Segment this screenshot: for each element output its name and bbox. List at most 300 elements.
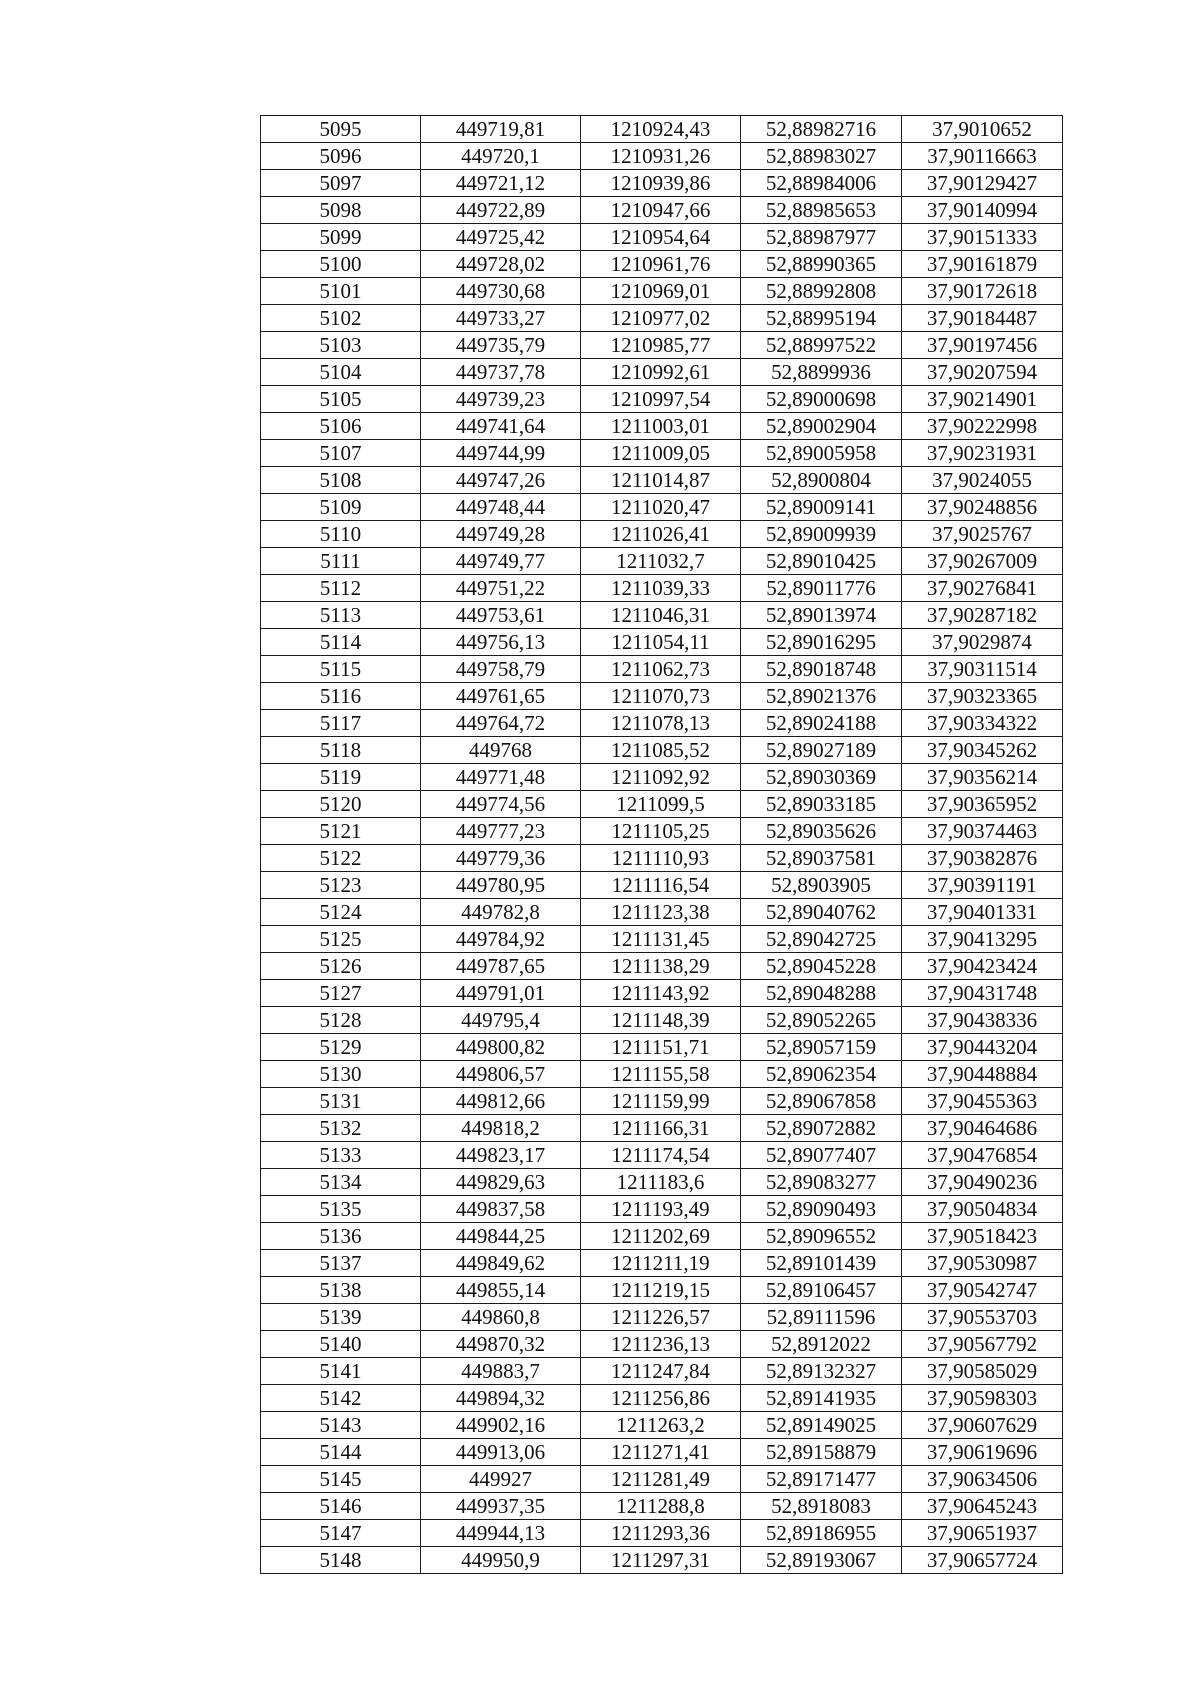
table-row <box>261 548 1063 575</box>
y-coordinate-cell: 1211123,38 <box>581 899 741 926</box>
longitude-cell: 37,9010652 <box>902 116 1063 143</box>
latitude-cell: 52,89111596 <box>741 1304 902 1331</box>
y-coordinate-cell: 1210992,61 <box>581 359 741 386</box>
point-number-cell: 5117 <box>261 710 421 737</box>
table-row <box>261 737 1063 764</box>
x-coordinate-cell: 449791,01 <box>421 980 581 1007</box>
longitude-cell: 37,90634506 <box>902 1466 1063 1493</box>
table-row <box>261 575 1063 602</box>
longitude-cell: 37,90311514 <box>902 656 1063 683</box>
x-coordinate-cell: 449777,23 <box>421 818 581 845</box>
x-coordinate-cell: 449902,16 <box>421 1412 581 1439</box>
y-coordinate-cell: 1211020,47 <box>581 494 741 521</box>
table-row <box>261 251 1063 278</box>
table-row <box>261 764 1063 791</box>
point-number-cell: 5132 <box>261 1115 421 1142</box>
x-coordinate-cell: 449728,02 <box>421 251 581 278</box>
point-number-cell: 5143 <box>261 1412 421 1439</box>
point-number-cell: 5136 <box>261 1223 421 1250</box>
y-coordinate-cell: 1210977,02 <box>581 305 741 332</box>
longitude-cell: 37,90323365 <box>902 683 1063 710</box>
x-coordinate-cell: 449787,65 <box>421 953 581 980</box>
point-number-cell: 5121 <box>261 818 421 845</box>
longitude-cell: 37,90651937 <box>902 1520 1063 1547</box>
coordinates-table <box>260 115 1063 1574</box>
x-coordinate-cell: 449771,48 <box>421 764 581 791</box>
x-coordinate-cell: 449721,12 <box>421 170 581 197</box>
point-number-cell: 5096 <box>261 143 421 170</box>
table-row <box>261 1412 1063 1439</box>
longitude-cell: 37,90365952 <box>902 791 1063 818</box>
x-coordinate-cell: 449818,2 <box>421 1115 581 1142</box>
table-row <box>261 116 1063 143</box>
point-number-cell: 5140 <box>261 1331 421 1358</box>
x-coordinate-cell: 449844,25 <box>421 1223 581 1250</box>
x-coordinate-cell: 449823,17 <box>421 1142 581 1169</box>
point-number-cell: 5101 <box>261 278 421 305</box>
x-coordinate-cell: 449735,79 <box>421 332 581 359</box>
latitude-cell: 52,89072882 <box>741 1115 902 1142</box>
x-coordinate-cell: 449733,27 <box>421 305 581 332</box>
y-coordinate-cell: 1211070,73 <box>581 683 741 710</box>
point-number-cell: 5124 <box>261 899 421 926</box>
point-number-cell: 5095 <box>261 116 421 143</box>
longitude-cell: 37,90345262 <box>902 737 1063 764</box>
latitude-cell: 52,89037581 <box>741 845 902 872</box>
longitude-cell: 37,90607629 <box>902 1412 1063 1439</box>
coordinates-table-body <box>261 116 1063 1574</box>
point-number-cell: 5137 <box>261 1250 421 1277</box>
point-number-cell: 5123 <box>261 872 421 899</box>
point-number-cell: 5112 <box>261 575 421 602</box>
latitude-cell: 52,89033185 <box>741 791 902 818</box>
table-row <box>261 710 1063 737</box>
table-row <box>261 683 1063 710</box>
y-coordinate-cell: 1211293,36 <box>581 1520 741 1547</box>
x-coordinate-cell: 449719,81 <box>421 116 581 143</box>
latitude-cell: 52,89048288 <box>741 980 902 1007</box>
longitude-cell: 37,90222998 <box>902 413 1063 440</box>
x-coordinate-cell: 449927 <box>421 1466 581 1493</box>
longitude-cell: 37,90267009 <box>902 548 1063 575</box>
y-coordinate-cell: 1211281,49 <box>581 1466 741 1493</box>
point-number-cell: 5141 <box>261 1358 421 1385</box>
table-row <box>261 332 1063 359</box>
longitude-cell: 37,90374463 <box>902 818 1063 845</box>
y-coordinate-cell: 1211226,57 <box>581 1304 741 1331</box>
x-coordinate-cell: 449747,26 <box>421 467 581 494</box>
x-coordinate-cell: 449870,32 <box>421 1331 581 1358</box>
point-number-cell: 5113 <box>261 602 421 629</box>
y-coordinate-cell: 1211247,84 <box>581 1358 741 1385</box>
y-coordinate-cell: 1210954,64 <box>581 224 741 251</box>
x-coordinate-cell: 449722,89 <box>421 197 581 224</box>
latitude-cell: 52,88990365 <box>741 251 902 278</box>
y-coordinate-cell: 1211183,6 <box>581 1169 741 1196</box>
point-number-cell: 5109 <box>261 494 421 521</box>
table-row <box>261 1169 1063 1196</box>
longitude-cell: 37,90438336 <box>902 1007 1063 1034</box>
table-row <box>261 1331 1063 1358</box>
y-coordinate-cell: 1210924,43 <box>581 116 741 143</box>
table-row <box>261 953 1063 980</box>
longitude-cell: 37,90287182 <box>902 602 1063 629</box>
point-number-cell: 5147 <box>261 1520 421 1547</box>
latitude-cell: 52,88992808 <box>741 278 902 305</box>
table-row <box>261 1196 1063 1223</box>
longitude-cell: 37,90619696 <box>902 1439 1063 1466</box>
x-coordinate-cell: 449748,44 <box>421 494 581 521</box>
longitude-cell: 37,90645243 <box>902 1493 1063 1520</box>
y-coordinate-cell: 1211105,25 <box>581 818 741 845</box>
longitude-cell: 37,9025767 <box>902 521 1063 548</box>
longitude-cell: 37,90161879 <box>902 251 1063 278</box>
longitude-cell: 37,90504834 <box>902 1196 1063 1223</box>
y-coordinate-cell: 1211039,33 <box>581 575 741 602</box>
table-row <box>261 1466 1063 1493</box>
point-number-cell: 5133 <box>261 1142 421 1169</box>
longitude-cell: 37,90172618 <box>902 278 1063 305</box>
latitude-cell: 52,8903905 <box>741 872 902 899</box>
longitude-cell: 37,90530987 <box>902 1250 1063 1277</box>
point-number-cell: 5119 <box>261 764 421 791</box>
point-number-cell: 5099 <box>261 224 421 251</box>
longitude-cell: 37,90334322 <box>902 710 1063 737</box>
latitude-cell: 52,89132327 <box>741 1358 902 1385</box>
x-coordinate-cell: 449784,92 <box>421 926 581 953</box>
y-coordinate-cell: 1211159,99 <box>581 1088 741 1115</box>
y-coordinate-cell: 1211078,13 <box>581 710 741 737</box>
latitude-cell: 52,89171477 <box>741 1466 902 1493</box>
point-number-cell: 5110 <box>261 521 421 548</box>
x-coordinate-cell: 449950,9 <box>421 1547 581 1574</box>
y-coordinate-cell: 1211099,5 <box>581 791 741 818</box>
x-coordinate-cell: 449756,13 <box>421 629 581 656</box>
y-coordinate-cell: 1210961,76 <box>581 251 741 278</box>
y-coordinate-cell: 1211009,05 <box>581 440 741 467</box>
point-number-cell: 5120 <box>261 791 421 818</box>
table-row <box>261 1088 1063 1115</box>
latitude-cell: 52,89096552 <box>741 1223 902 1250</box>
table-row <box>261 1493 1063 1520</box>
latitude-cell: 52,88995194 <box>741 305 902 332</box>
y-coordinate-cell: 1211297,31 <box>581 1547 741 1574</box>
y-coordinate-cell: 1211131,45 <box>581 926 741 953</box>
y-coordinate-cell: 1211062,73 <box>581 656 741 683</box>
x-coordinate-cell: 449894,32 <box>421 1385 581 1412</box>
latitude-cell: 52,89042725 <box>741 926 902 953</box>
x-coordinate-cell: 449937,35 <box>421 1493 581 1520</box>
x-coordinate-cell: 449744,99 <box>421 440 581 467</box>
y-coordinate-cell: 1211046,31 <box>581 602 741 629</box>
point-number-cell: 5114 <box>261 629 421 656</box>
longitude-cell: 37,90657724 <box>902 1547 1063 1574</box>
table-row <box>261 1034 1063 1061</box>
y-coordinate-cell: 1211202,69 <box>581 1223 741 1250</box>
table-row <box>261 494 1063 521</box>
table-row <box>261 845 1063 872</box>
latitude-cell: 52,89002904 <box>741 413 902 440</box>
latitude-cell: 52,89052265 <box>741 1007 902 1034</box>
table-row <box>261 1142 1063 1169</box>
y-coordinate-cell: 1210969,01 <box>581 278 741 305</box>
longitude-cell: 37,90464686 <box>902 1115 1063 1142</box>
table-row <box>261 1304 1063 1331</box>
table-row <box>261 1061 1063 1088</box>
y-coordinate-cell: 1211271,41 <box>581 1439 741 1466</box>
latitude-cell: 52,89040762 <box>741 899 902 926</box>
point-number-cell: 5139 <box>261 1304 421 1331</box>
latitude-cell: 52,89000698 <box>741 386 902 413</box>
table-row <box>261 791 1063 818</box>
x-coordinate-cell: 449749,28 <box>421 521 581 548</box>
point-number-cell: 5125 <box>261 926 421 953</box>
latitude-cell: 52,8912022 <box>741 1331 902 1358</box>
point-number-cell: 5128 <box>261 1007 421 1034</box>
x-coordinate-cell: 449812,66 <box>421 1088 581 1115</box>
table-row <box>261 278 1063 305</box>
point-number-cell: 5107 <box>261 440 421 467</box>
latitude-cell: 52,89077407 <box>741 1142 902 1169</box>
table-row <box>261 467 1063 494</box>
latitude-cell: 52,89193067 <box>741 1547 902 1574</box>
point-number-cell: 5144 <box>261 1439 421 1466</box>
longitude-cell: 37,90197456 <box>902 332 1063 359</box>
table-row <box>261 602 1063 629</box>
x-coordinate-cell: 449753,61 <box>421 602 581 629</box>
y-coordinate-cell: 1210939,86 <box>581 170 741 197</box>
x-coordinate-cell: 449764,72 <box>421 710 581 737</box>
latitude-cell: 52,89149025 <box>741 1412 902 1439</box>
y-coordinate-cell: 1211166,31 <box>581 1115 741 1142</box>
table-row <box>261 1439 1063 1466</box>
longitude-cell: 37,90184487 <box>902 305 1063 332</box>
longitude-cell: 37,90207594 <box>902 359 1063 386</box>
longitude-cell: 37,90129427 <box>902 170 1063 197</box>
table-row <box>261 305 1063 332</box>
latitude-cell: 52,88997522 <box>741 332 902 359</box>
longitude-cell: 37,90455363 <box>902 1088 1063 1115</box>
point-number-cell: 5146 <box>261 1493 421 1520</box>
point-number-cell: 5106 <box>261 413 421 440</box>
point-number-cell: 5138 <box>261 1277 421 1304</box>
x-coordinate-cell: 449849,62 <box>421 1250 581 1277</box>
y-coordinate-cell: 1211110,93 <box>581 845 741 872</box>
y-coordinate-cell: 1210997,54 <box>581 386 741 413</box>
table-row <box>261 359 1063 386</box>
x-coordinate-cell: 449774,56 <box>421 791 581 818</box>
latitude-cell: 52,8918083 <box>741 1493 902 1520</box>
longitude-cell: 37,90248856 <box>902 494 1063 521</box>
latitude-cell: 52,8900804 <box>741 467 902 494</box>
y-coordinate-cell: 1211138,29 <box>581 953 741 980</box>
point-number-cell: 5145 <box>261 1466 421 1493</box>
x-coordinate-cell: 449749,77 <box>421 548 581 575</box>
longitude-cell: 37,90542747 <box>902 1277 1063 1304</box>
longitude-cell: 37,9024055 <box>902 467 1063 494</box>
point-number-cell: 5103 <box>261 332 421 359</box>
y-coordinate-cell: 1211143,92 <box>581 980 741 1007</box>
x-coordinate-cell: 449795,4 <box>421 1007 581 1034</box>
table-row <box>261 521 1063 548</box>
table-row <box>261 656 1063 683</box>
point-number-cell: 5108 <box>261 467 421 494</box>
latitude-cell: 52,89106457 <box>741 1277 902 1304</box>
latitude-cell: 52,89158879 <box>741 1439 902 1466</box>
x-coordinate-cell: 449751,22 <box>421 575 581 602</box>
longitude-cell: 37,90401331 <box>902 899 1063 926</box>
latitude-cell: 52,89186955 <box>741 1520 902 1547</box>
y-coordinate-cell: 1211003,01 <box>581 413 741 440</box>
latitude-cell: 52,88985653 <box>741 197 902 224</box>
y-coordinate-cell: 1211193,49 <box>581 1196 741 1223</box>
y-coordinate-cell: 1211256,86 <box>581 1385 741 1412</box>
longitude-cell: 37,90567792 <box>902 1331 1063 1358</box>
x-coordinate-cell: 449944,13 <box>421 1520 581 1547</box>
point-number-cell: 5148 <box>261 1547 421 1574</box>
latitude-cell: 52,89030369 <box>741 764 902 791</box>
x-coordinate-cell: 449761,65 <box>421 683 581 710</box>
point-number-cell: 5111 <box>261 548 421 575</box>
point-number-cell: 5118 <box>261 737 421 764</box>
table-row <box>261 1277 1063 1304</box>
longitude-cell: 37,90140994 <box>902 197 1063 224</box>
longitude-cell: 37,90443204 <box>902 1034 1063 1061</box>
x-coordinate-cell: 449768 <box>421 737 581 764</box>
longitude-cell: 37,90598303 <box>902 1385 1063 1412</box>
table-row <box>261 197 1063 224</box>
latitude-cell: 52,89062354 <box>741 1061 902 1088</box>
longitude-cell: 37,90151333 <box>902 224 1063 251</box>
point-number-cell: 5126 <box>261 953 421 980</box>
y-coordinate-cell: 1211014,87 <box>581 467 741 494</box>
latitude-cell: 52,89024188 <box>741 710 902 737</box>
y-coordinate-cell: 1211174,54 <box>581 1142 741 1169</box>
point-number-cell: 5100 <box>261 251 421 278</box>
longitude-cell: 37,90518423 <box>902 1223 1063 1250</box>
point-number-cell: 5116 <box>261 683 421 710</box>
y-coordinate-cell: 1211155,58 <box>581 1061 741 1088</box>
longitude-cell: 37,90231931 <box>902 440 1063 467</box>
longitude-cell: 37,9029874 <box>902 629 1063 656</box>
x-coordinate-cell: 449883,7 <box>421 1358 581 1385</box>
y-coordinate-cell: 1211288,8 <box>581 1493 741 1520</box>
latitude-cell: 52,89067858 <box>741 1088 902 1115</box>
table-row <box>261 413 1063 440</box>
latitude-cell: 52,89045228 <box>741 953 902 980</box>
longitude-cell: 37,90276841 <box>902 575 1063 602</box>
table-row <box>261 143 1063 170</box>
point-number-cell: 5129 <box>261 1034 421 1061</box>
y-coordinate-cell: 1211211,19 <box>581 1250 741 1277</box>
point-number-cell: 5122 <box>261 845 421 872</box>
y-coordinate-cell: 1211085,52 <box>581 737 741 764</box>
latitude-cell: 52,89005958 <box>741 440 902 467</box>
latitude-cell: 52,89035626 <box>741 818 902 845</box>
latitude-cell: 52,89011776 <box>741 575 902 602</box>
table-row <box>261 440 1063 467</box>
table-row <box>261 1520 1063 1547</box>
latitude-cell: 52,89013974 <box>741 602 902 629</box>
point-number-cell: 5131 <box>261 1088 421 1115</box>
point-number-cell: 5142 <box>261 1385 421 1412</box>
y-coordinate-cell: 1210931,26 <box>581 143 741 170</box>
longitude-cell: 37,90382876 <box>902 845 1063 872</box>
latitude-cell: 52,89010425 <box>741 548 902 575</box>
table-row <box>261 386 1063 413</box>
y-coordinate-cell: 1210985,77 <box>581 332 741 359</box>
latitude-cell: 52,89057159 <box>741 1034 902 1061</box>
longitude-cell: 37,90585029 <box>902 1358 1063 1385</box>
x-coordinate-cell: 449758,79 <box>421 656 581 683</box>
table-row <box>261 899 1063 926</box>
x-coordinate-cell: 449800,82 <box>421 1034 581 1061</box>
table-row <box>261 1358 1063 1385</box>
latitude-cell: 52,88982716 <box>741 116 902 143</box>
longitude-cell: 37,90356214 <box>902 764 1063 791</box>
latitude-cell: 52,88984006 <box>741 170 902 197</box>
point-number-cell: 5097 <box>261 170 421 197</box>
y-coordinate-cell: 1211116,54 <box>581 872 741 899</box>
point-number-cell: 5127 <box>261 980 421 1007</box>
longitude-cell: 37,90448884 <box>902 1061 1063 1088</box>
latitude-cell: 52,89141935 <box>741 1385 902 1412</box>
x-coordinate-cell: 449737,78 <box>421 359 581 386</box>
x-coordinate-cell: 449829,63 <box>421 1169 581 1196</box>
table-row <box>261 1385 1063 1412</box>
latitude-cell: 52,89009141 <box>741 494 902 521</box>
table-row <box>261 818 1063 845</box>
x-coordinate-cell: 449837,58 <box>421 1196 581 1223</box>
x-coordinate-cell: 449741,64 <box>421 413 581 440</box>
x-coordinate-cell: 449780,95 <box>421 872 581 899</box>
point-number-cell: 5105 <box>261 386 421 413</box>
y-coordinate-cell: 1211219,15 <box>581 1277 741 1304</box>
longitude-cell: 37,90476854 <box>902 1142 1063 1169</box>
latitude-cell: 52,89021376 <box>741 683 902 710</box>
y-coordinate-cell: 1210947,66 <box>581 197 741 224</box>
latitude-cell: 52,8899936 <box>741 359 902 386</box>
longitude-cell: 37,90214901 <box>902 386 1063 413</box>
y-coordinate-cell: 1211263,2 <box>581 1412 741 1439</box>
latitude-cell: 52,89009939 <box>741 521 902 548</box>
y-coordinate-cell: 1211148,39 <box>581 1007 741 1034</box>
table-row <box>261 980 1063 1007</box>
x-coordinate-cell: 449739,23 <box>421 386 581 413</box>
table-row <box>261 926 1063 953</box>
table-row <box>261 1223 1063 1250</box>
y-coordinate-cell: 1211092,92 <box>581 764 741 791</box>
point-number-cell: 5130 <box>261 1061 421 1088</box>
latitude-cell: 52,89016295 <box>741 629 902 656</box>
table-row <box>261 224 1063 251</box>
table-row <box>261 1547 1063 1574</box>
longitude-cell: 37,90116663 <box>902 143 1063 170</box>
longitude-cell: 37,90413295 <box>902 926 1063 953</box>
x-coordinate-cell: 449860,8 <box>421 1304 581 1331</box>
x-coordinate-cell: 449720,1 <box>421 143 581 170</box>
table-row <box>261 170 1063 197</box>
x-coordinate-cell: 449725,42 <box>421 224 581 251</box>
latitude-cell: 52,88983027 <box>741 143 902 170</box>
x-coordinate-cell: 449730,68 <box>421 278 581 305</box>
point-number-cell: 5098 <box>261 197 421 224</box>
longitude-cell: 37,90490236 <box>902 1169 1063 1196</box>
longitude-cell: 37,90391191 <box>902 872 1063 899</box>
longitude-cell: 37,90431748 <box>902 980 1063 1007</box>
table-row <box>261 1007 1063 1034</box>
point-number-cell: 5135 <box>261 1196 421 1223</box>
